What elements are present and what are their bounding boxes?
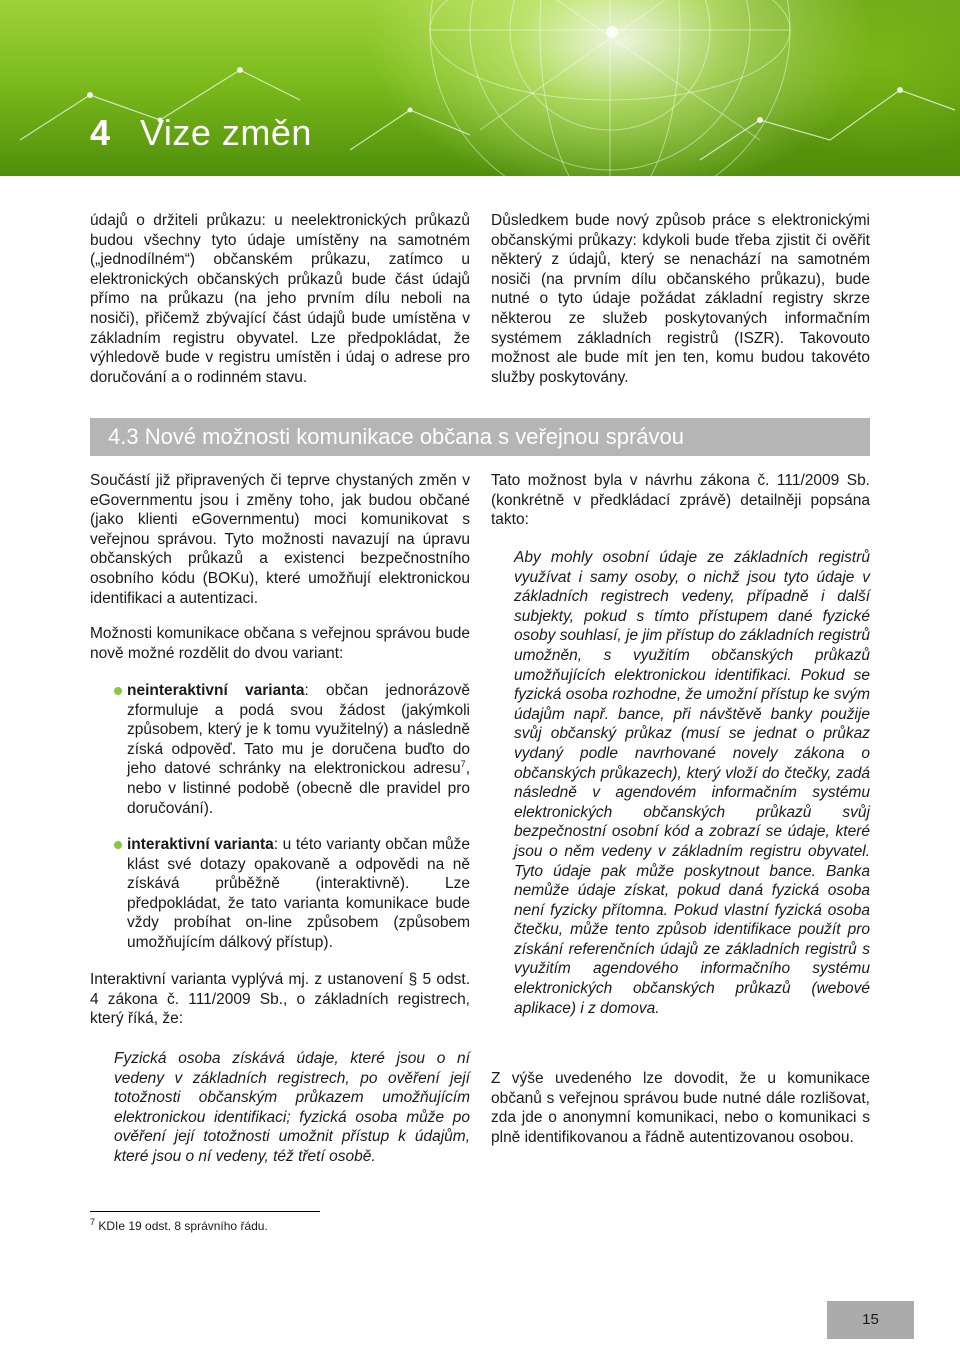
footnote — [90, 1219, 268, 1233]
bullet-interactive — [127, 835, 470, 953]
section-heading: 4.3 Nové možnosti komunikace občana s veřejnou správou — [90, 418, 870, 456]
bullet-term: interaktivní varianta — [127, 836, 274, 853]
chapter-banner — [0, 0, 960, 176]
right-paragraph-1: Tato možnost byla v návrhu zákona č. 111/2009 Sb. (konkrétně v předkládací zprávě) detailněji popsána takto: — [491, 472, 870, 529]
left-paragraph-2: Možnosti komunikace občana s veřejnou správou bude nově možné rozdělit do dvou variant: — [90, 625, 470, 662]
chapter-number: 4 — [90, 112, 111, 153]
right-paragraph-2: Z výše uvedeného lze dovodit, že u komunikace občanů s veřejnou správou bude nutné dále rozlišovat, zda jde o anonymní komunikaci, nebo o komunikaci s plně identifikovanou a řádně autentizovanou osobou. — [491, 1070, 870, 1146]
footnote-mark: 7 — [90, 1217, 96, 1227]
bullet-icon — [114, 687, 122, 695]
bullet-term: neinteraktivní varianta — [127, 682, 305, 699]
bullet-text: , nebo v listinné podobě (obecně dle pravidel pro doručování). — [127, 760, 470, 817]
page-number: 15 — [827, 1301, 914, 1339]
top-left-paragraph: údajů o držiteli průkazu: u neelektronických průkazů budou všechny tyto údaje umístěny na samotném („jednodílném“) občanském průkazu, zatímco u elektronických občanských průkazů bude část údajů přímo na průkazu (na jeho prvním dílu neboli na nosiči), přičemž zbývající část údajů bude umístěna v základním registru obyvatel. Lze předpokládat, že výhledově bude v registru umístěn i údaj o adrese pro doručování a o rodinném stavu. — [90, 212, 470, 386]
footnote-divider — [90, 1211, 320, 1212]
left-paragraph-3: Interaktivní varianta vyplývá mj. z ustanovení § 5 odst. 4 zákona č. 111/2009 Sb., o základních registrech, který říká, že: — [90, 971, 470, 1028]
left-quote: Fyzická osoba získává údaje, které jsou o ní vedeny v základních registrech, po ověření její totožnosti občanským průkazem umožňujícím elektronickou identifikaci; fyzická osoba může po ověření její totožnosti umožnit přístup k údajům, které jsou o ní vedeny, též třetí osobě. — [114, 1050, 470, 1165]
bullet-text: : občan jednorázově zformuluje a podá svou žádost (jakýmkoli způsobem, který je k tomu využitelný) a následně získá odpověď. Tato mu je doručena buďto do jeho datové schránky na elektronickou adresu — [127, 682, 470, 778]
footnote-text: KDIe 19 odst. 8 správního řádu. — [98, 1219, 268, 1233]
right-quote: Aby mohly osobní údaje ze základních registrů využívat i samy osoby, o nichž jsou tyto údaje v základních registrech vedeny, případně i další subjekty, pokud s tímto přístupem dané fyzické osoby souhlasí, je jim přístup do základních registrů umožněn, s využitím občanských průkazů umožňujících elektronickou identifikaci. Pokud se fyzická osoba rozhodne, že umožní přístup ke svým údajům např. bance, při návštěvě banky použije svůj občanský průkaz (musí se jednat o průkaz vydaný podle navrhované novely zákona o občanských průkazech), který vloží do čtečky, zadá následně v agendovém informačním systému elektronických občanských průkazů svůj bezpečnostní osobní kód a zobrazí se údaje, které jsou o něm vedeny v základním registru obyvatel. Tyto údaje pak může poskytnout bance. Banka nemůže údaje získat, pokud daná fyzická osoba není fyzicky přítomna. Pokud vlastní fyzická osoba čtečku, může tento způsob identifikace použít pro získání referenčních údajů ze základních registrů s využitím agendového informačního systému elektronických občanských průkazů (webové aplikace) i z domova. — [514, 549, 870, 1017]
bullet-icon — [114, 841, 122, 849]
chapter-heading — [90, 112, 312, 154]
top-right-paragraph: Důsledkem bude nový způsob práce s elektronickými občanskými průkazy: kdykoli bude třeba zjistit či ověřit některý z údajů, který se nenachází na samotném nosiči (na prvním dílu občanského průkazu), bude nutné o tyto údaje požádat základní registry skrze některou ze služeb poskytovaných informačním systémem základních registrů (ISZR). Takovouto možnost ale bude mít jen ten, komu budou takovéto služby poskytovány. — [491, 212, 870, 386]
bullet-text: : u této varianty občan může klást své dotazy opakovaně a odpovědi na ně získává průběžně (interaktivně). Lze předpokládat, že tato varianta komunikace bude vždy probíhat on-line způsobem (způsobem umožňujícím dálkový přístup). — [127, 836, 471, 951]
bullet-noninteractive — [127, 681, 470, 818]
footnote-ref: 7 — [460, 759, 466, 770]
left-paragraph-1: Součástí již připravených či teprve chystaných změn v eGovernmentu jsou i změny toho, jak budou občané (jako klienti eGovernmentu) moci komunikovat s veřejnou správou. Tyto možnosti navazují na úpravu občanských průkazů a existenci bezpečnostního osobního kódu (BOKu), které umožňují elektronickou identifikaci a autentizaci. — [90, 472, 470, 607]
chapter-title: Vize změn — [140, 112, 312, 153]
